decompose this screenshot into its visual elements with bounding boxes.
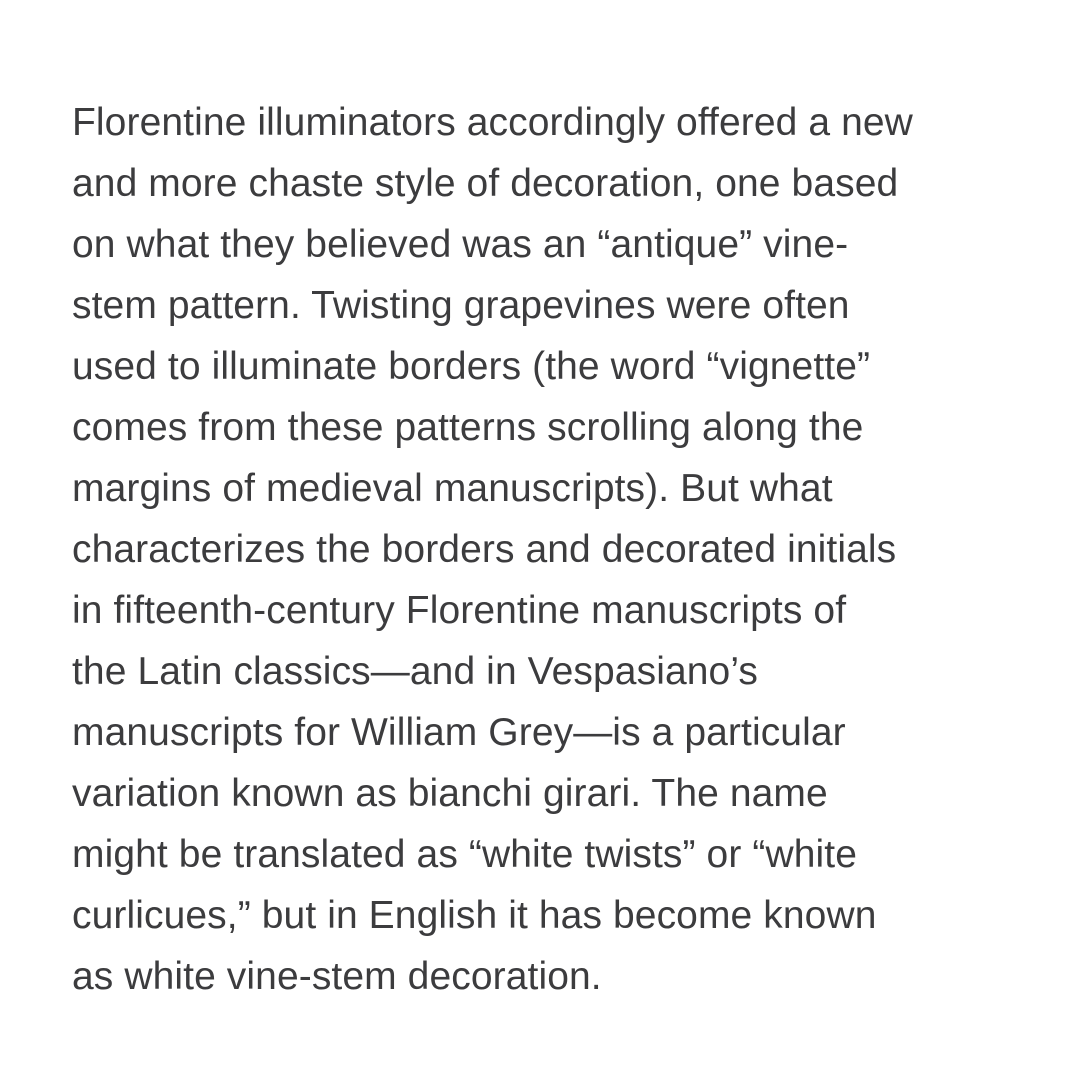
text-line: used to illuminate borders (the word “vignette”: [72, 345, 871, 388]
text-line: on what they believed was an “antique” vine-: [72, 223, 849, 266]
text-line: might be translated as “white twists” or “white: [72, 833, 857, 876]
text-line: manuscripts for William Grey—is a particular: [72, 711, 846, 754]
text-passage: [72, 92, 1032, 1007]
text-line: Florentine illuminators accordingly offered a new: [72, 101, 913, 144]
text-line: the Latin classics—and in Vespasiano’s: [72, 650, 758, 693]
text-line: and more chaste style of decoration, one based: [72, 162, 899, 205]
text-line: curlicues,” but in English it has become known: [72, 894, 877, 937]
text-line: margins of medieval manuscripts). But what: [72, 467, 833, 510]
text-line: characterizes the borders and decorated initials: [72, 528, 897, 571]
text-line: as white vine-stem decoration.: [72, 955, 602, 998]
text-line: variation known as bianchi girari. The name: [72, 772, 828, 815]
text-line: stem pattern. Twisting grapevines were often: [72, 284, 850, 327]
text-line: in fifteenth-century Florentine manuscripts of: [72, 589, 847, 632]
text-line: comes from these patterns scrolling along the: [72, 406, 864, 449]
